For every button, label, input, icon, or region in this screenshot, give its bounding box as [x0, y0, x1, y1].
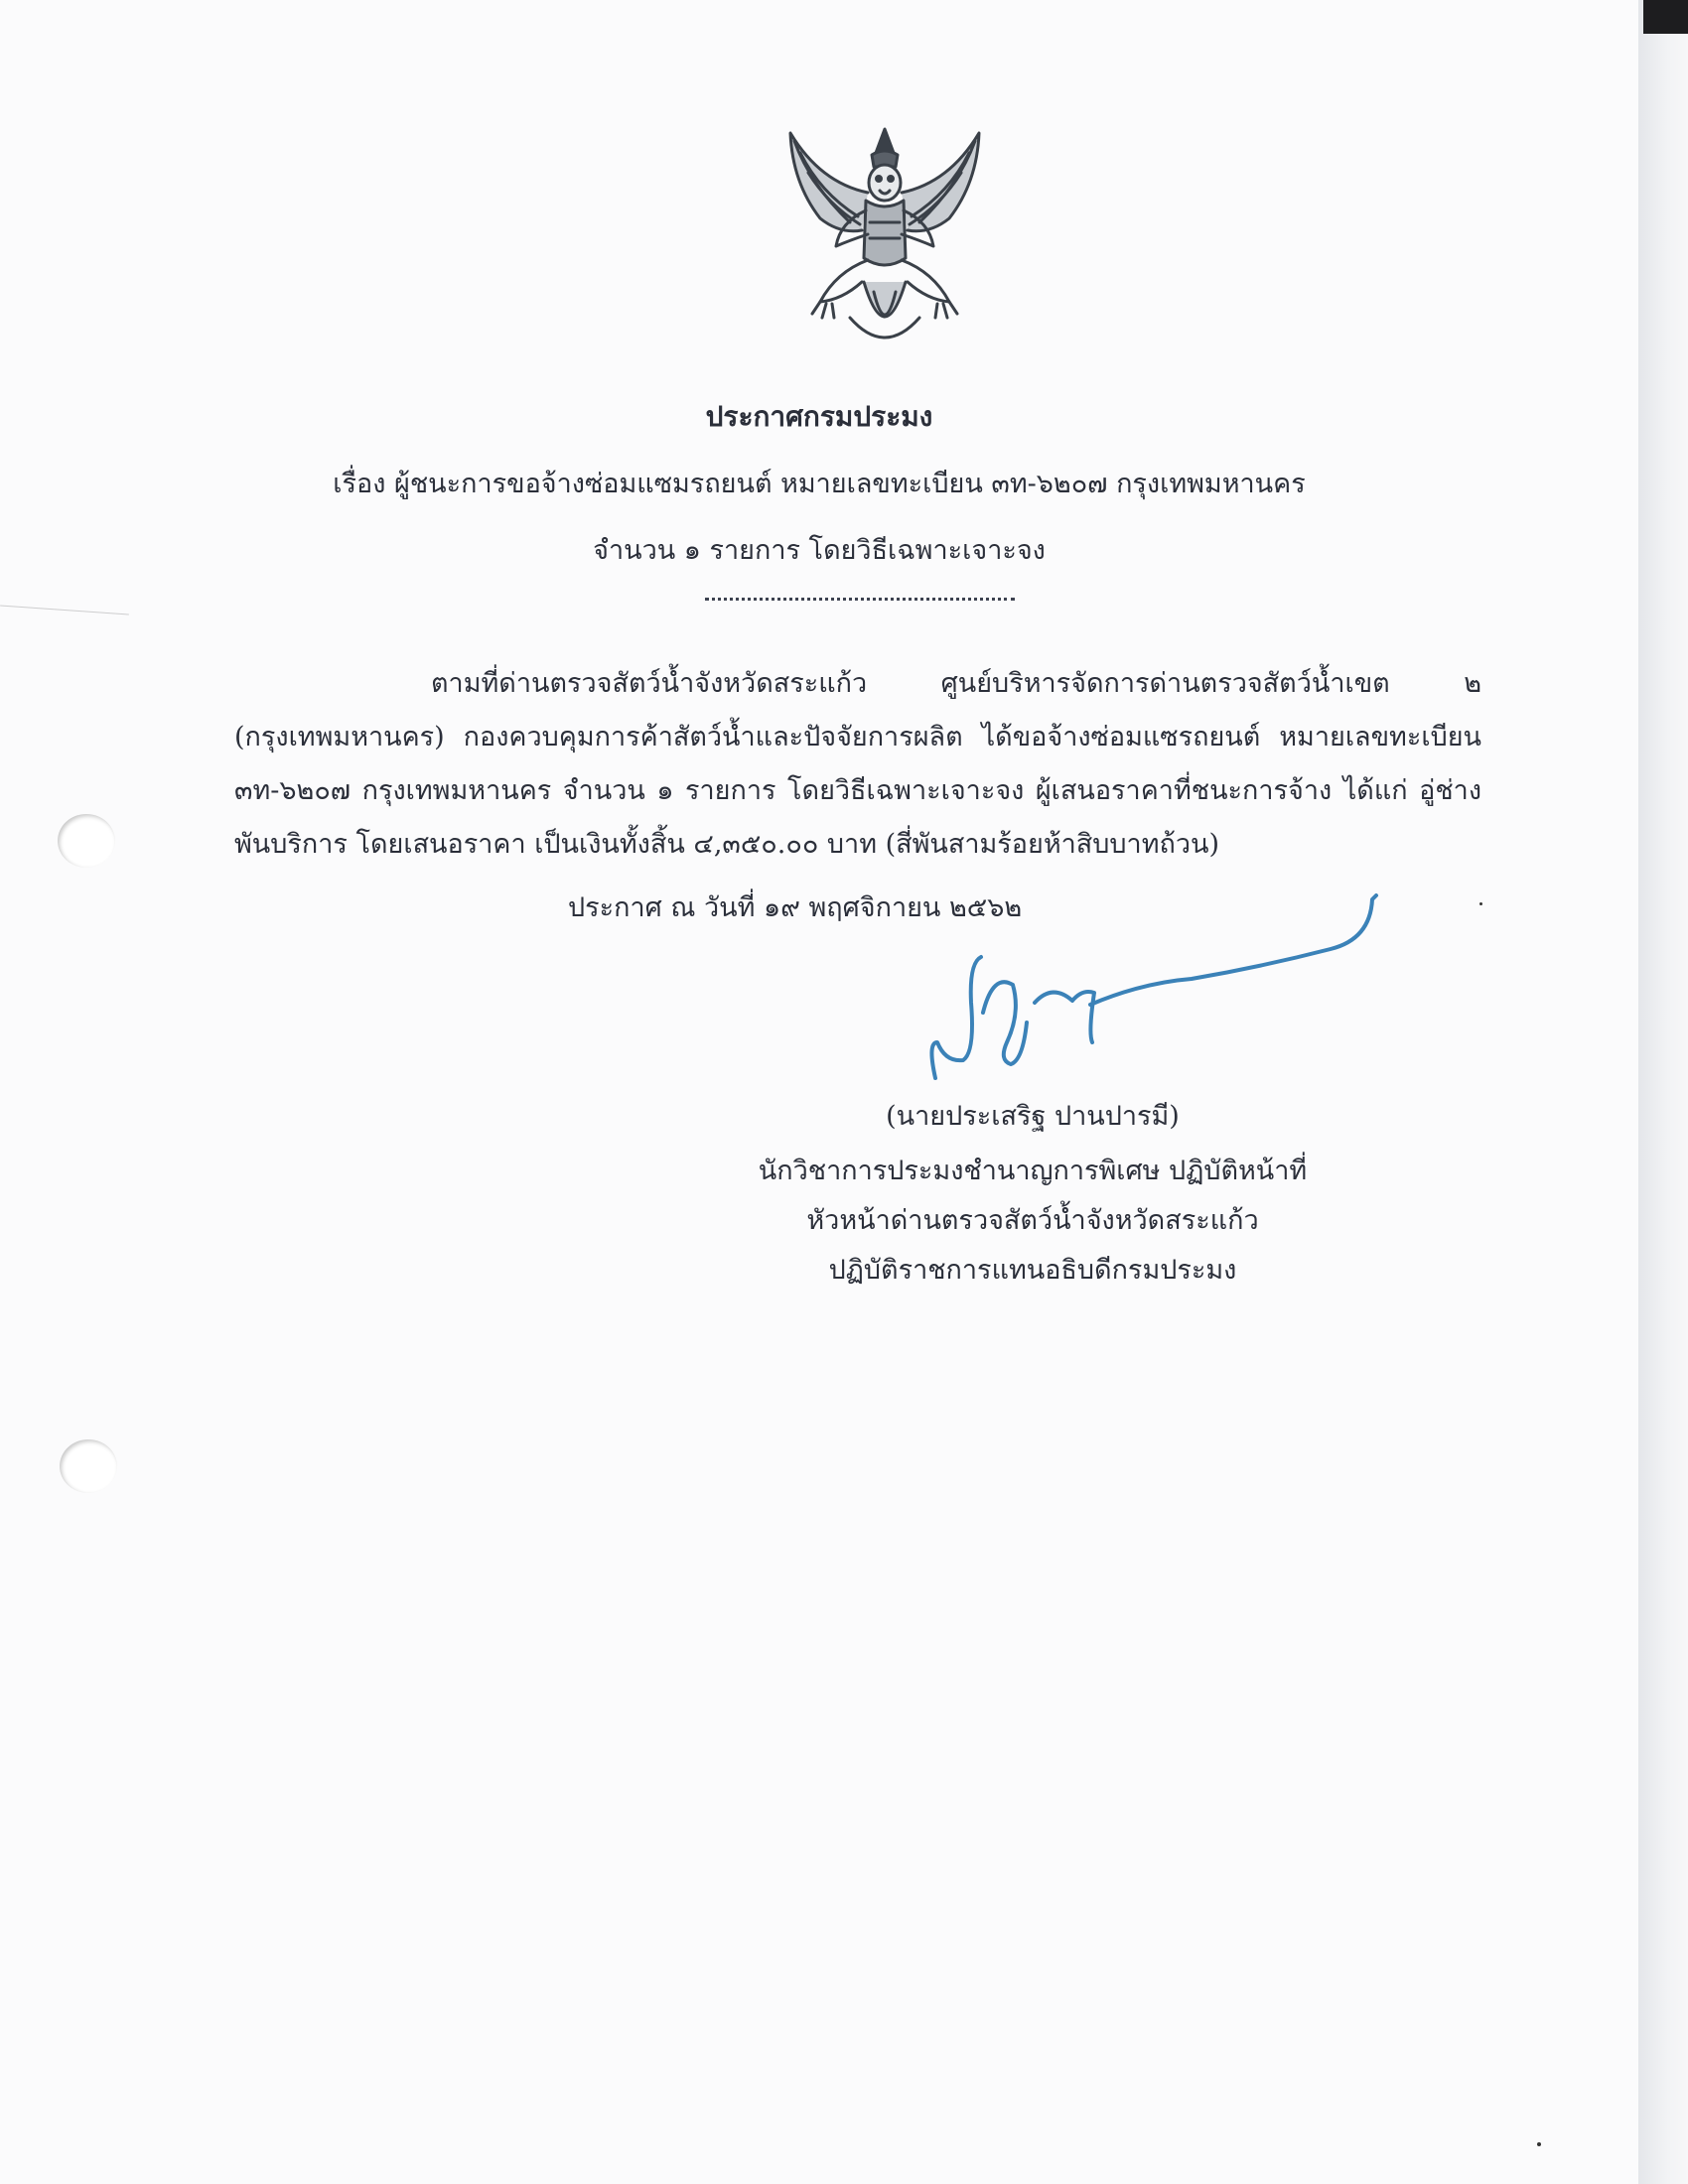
- scan-speck: [1537, 2142, 1541, 2146]
- signer-position: นักวิชาการประมงชำนาญการพิเศษ ปฏิบัติหน้าที่: [758, 1156, 1308, 1186]
- dotted-separator: [705, 586, 1015, 601]
- signer-name: (นายประเสริฐ ปานปารมี): [886, 1101, 1180, 1132]
- scanner-edge: [1638, 0, 1688, 2184]
- subject-line-2: จำนวน ๑ รายการ โดยวิธีเฉพาะเจาะจง: [593, 535, 1046, 566]
- garuda-emblem-icon: [780, 123, 989, 357]
- date-line: ประกาศ ณ วันที่ ๑๙ พฤศจิกายน ๒๕๖๒: [568, 892, 1023, 923]
- handwritten-signature: [923, 893, 1380, 1092]
- signer-role: หัวหน้าด่านตรวจสัตว์น้ำจังหวัดสระแก้ว: [806, 1205, 1259, 1236]
- punch-hole-top: [58, 814, 115, 868]
- punch-hole-bottom: [60, 1439, 117, 1493]
- document-title: ประกาศกรมประมง: [705, 400, 933, 433]
- signer-acting: ปฏิบัติราชการแทนอธิบดีกรมประมง: [828, 1255, 1237, 1286]
- subject-line: เรื่อง ผู้ชนะการขอจ้างซ่อมแซมรถยนต์ หมายเลขทะเบียน ๓ท-๖๒๐๗ กรุงเทพมหานคร: [333, 469, 1306, 499]
- scan-speck: [1479, 902, 1482, 905]
- scanner-corner: [1643, 0, 1688, 34]
- body-paragraph: ตามที่ด่านตรวจสัตว์น้ำจังหวัดสระแก้ว ศูนย์บริหารจัดการด่านตรวจสัตว์น้ำเขต ๒ (กรุงเทพมหานคร) กองควบคุมการค้าสัตว์น้ำและปัจจัยการผลิต ได้ขอจ้างซ่อมแซรถยนต์ หมายเลขทะเบียน ๓ท-๖๒๐๗ กรุงเทพมหานคร จำนวน ๑ รายการ โดยวิธีเฉพาะเจาะจง ผู้เสนอราคาที่ชนะการจ้าง ได้แก่ อู่ช่างพันบริการ โดยเสนอราคา เป็นเงินทั้งสิ้น ๔,๓๕๐.๐๐ บาท (สี่พันสามร้อยห้าสิบบาทถ้วน): [234, 668, 1481, 860]
